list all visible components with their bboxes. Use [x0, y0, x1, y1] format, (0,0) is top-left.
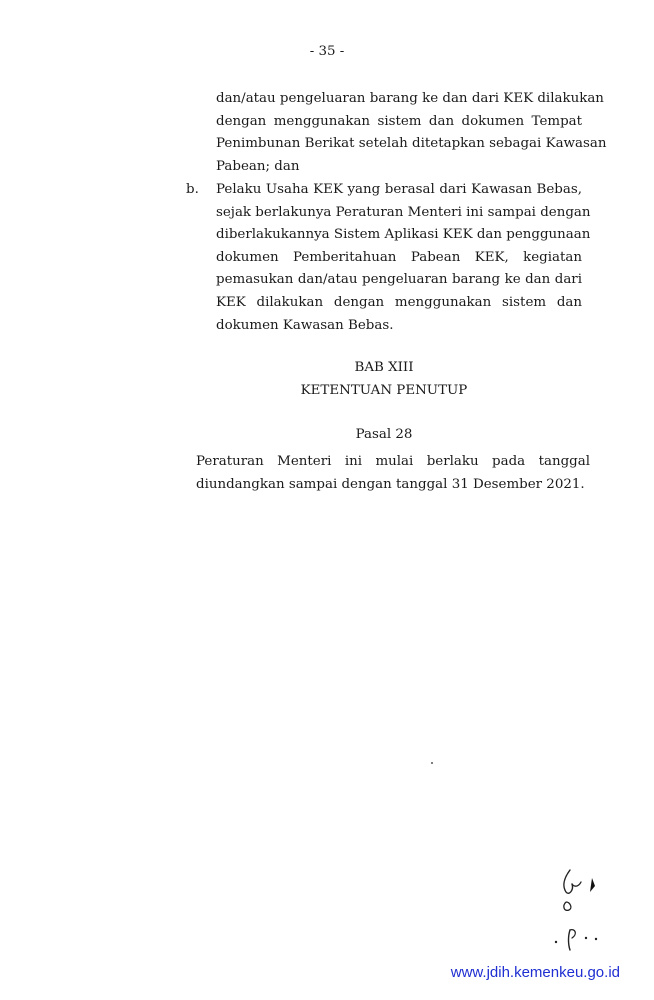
paragraph-line: Peraturan Menteri ini mulai berlaku pada tanggal	[196, 454, 590, 469]
page-number: - 35 -	[309, 44, 345, 59]
footer-url-link[interactable]: www.jdih.kemenkeu.go.id	[450, 964, 620, 981]
paragraph-line: KEK dilakukan dengan menggunakan sistem dan	[216, 294, 582, 310]
handwritten-initials-icon	[548, 864, 618, 954]
paragraph-line: sejak berlakunya Peraturan Menteri ini sampai dengan	[216, 204, 591, 220]
list-item-body	[216, 179, 591, 337]
paragraph-line: diberlakukannya Sistem Aplikasi KEK dan penggunaan	[216, 227, 591, 243]
paragraph-line: diundangkan sampai dengan tanggal 31 Desember 2021.	[196, 477, 585, 492]
article-body	[196, 450, 590, 496]
scan-speck	[431, 762, 433, 764]
paragraph-line: dengan menggunakan sistem dan dokumen Tempat	[216, 113, 582, 129]
paragraph-line: Pelaku Usaha KEK yang berasal dari Kawasan Bebas,	[216, 182, 582, 197]
chapter-number: BAB XIII	[354, 360, 414, 375]
list-marker: b.	[186, 182, 199, 197]
paragraph-line: Penimbunan Berikat setelah ditetapkan sebagai Kawasan	[216, 136, 607, 152]
paragraph-line: dokumen Pemberitahuan Pabean KEK, kegiatan	[216, 249, 582, 265]
article-heading: Pasal 28	[355, 427, 413, 442]
paragraph-line: dokumen Kawasan Bebas.	[216, 317, 394, 333]
continuation-paragraph	[216, 88, 607, 178]
paragraph-line: pemasukan dan/atau pengeluaran barang ke dan dari	[216, 272, 582, 288]
paragraph-line: dan/atau pengeluaran barang ke dan dari KEK dilakukan	[216, 91, 604, 106]
chapter-title: KETENTUAN PENUTUP	[300, 383, 468, 398]
paragraph-line: Pabean; dan	[216, 158, 300, 174]
